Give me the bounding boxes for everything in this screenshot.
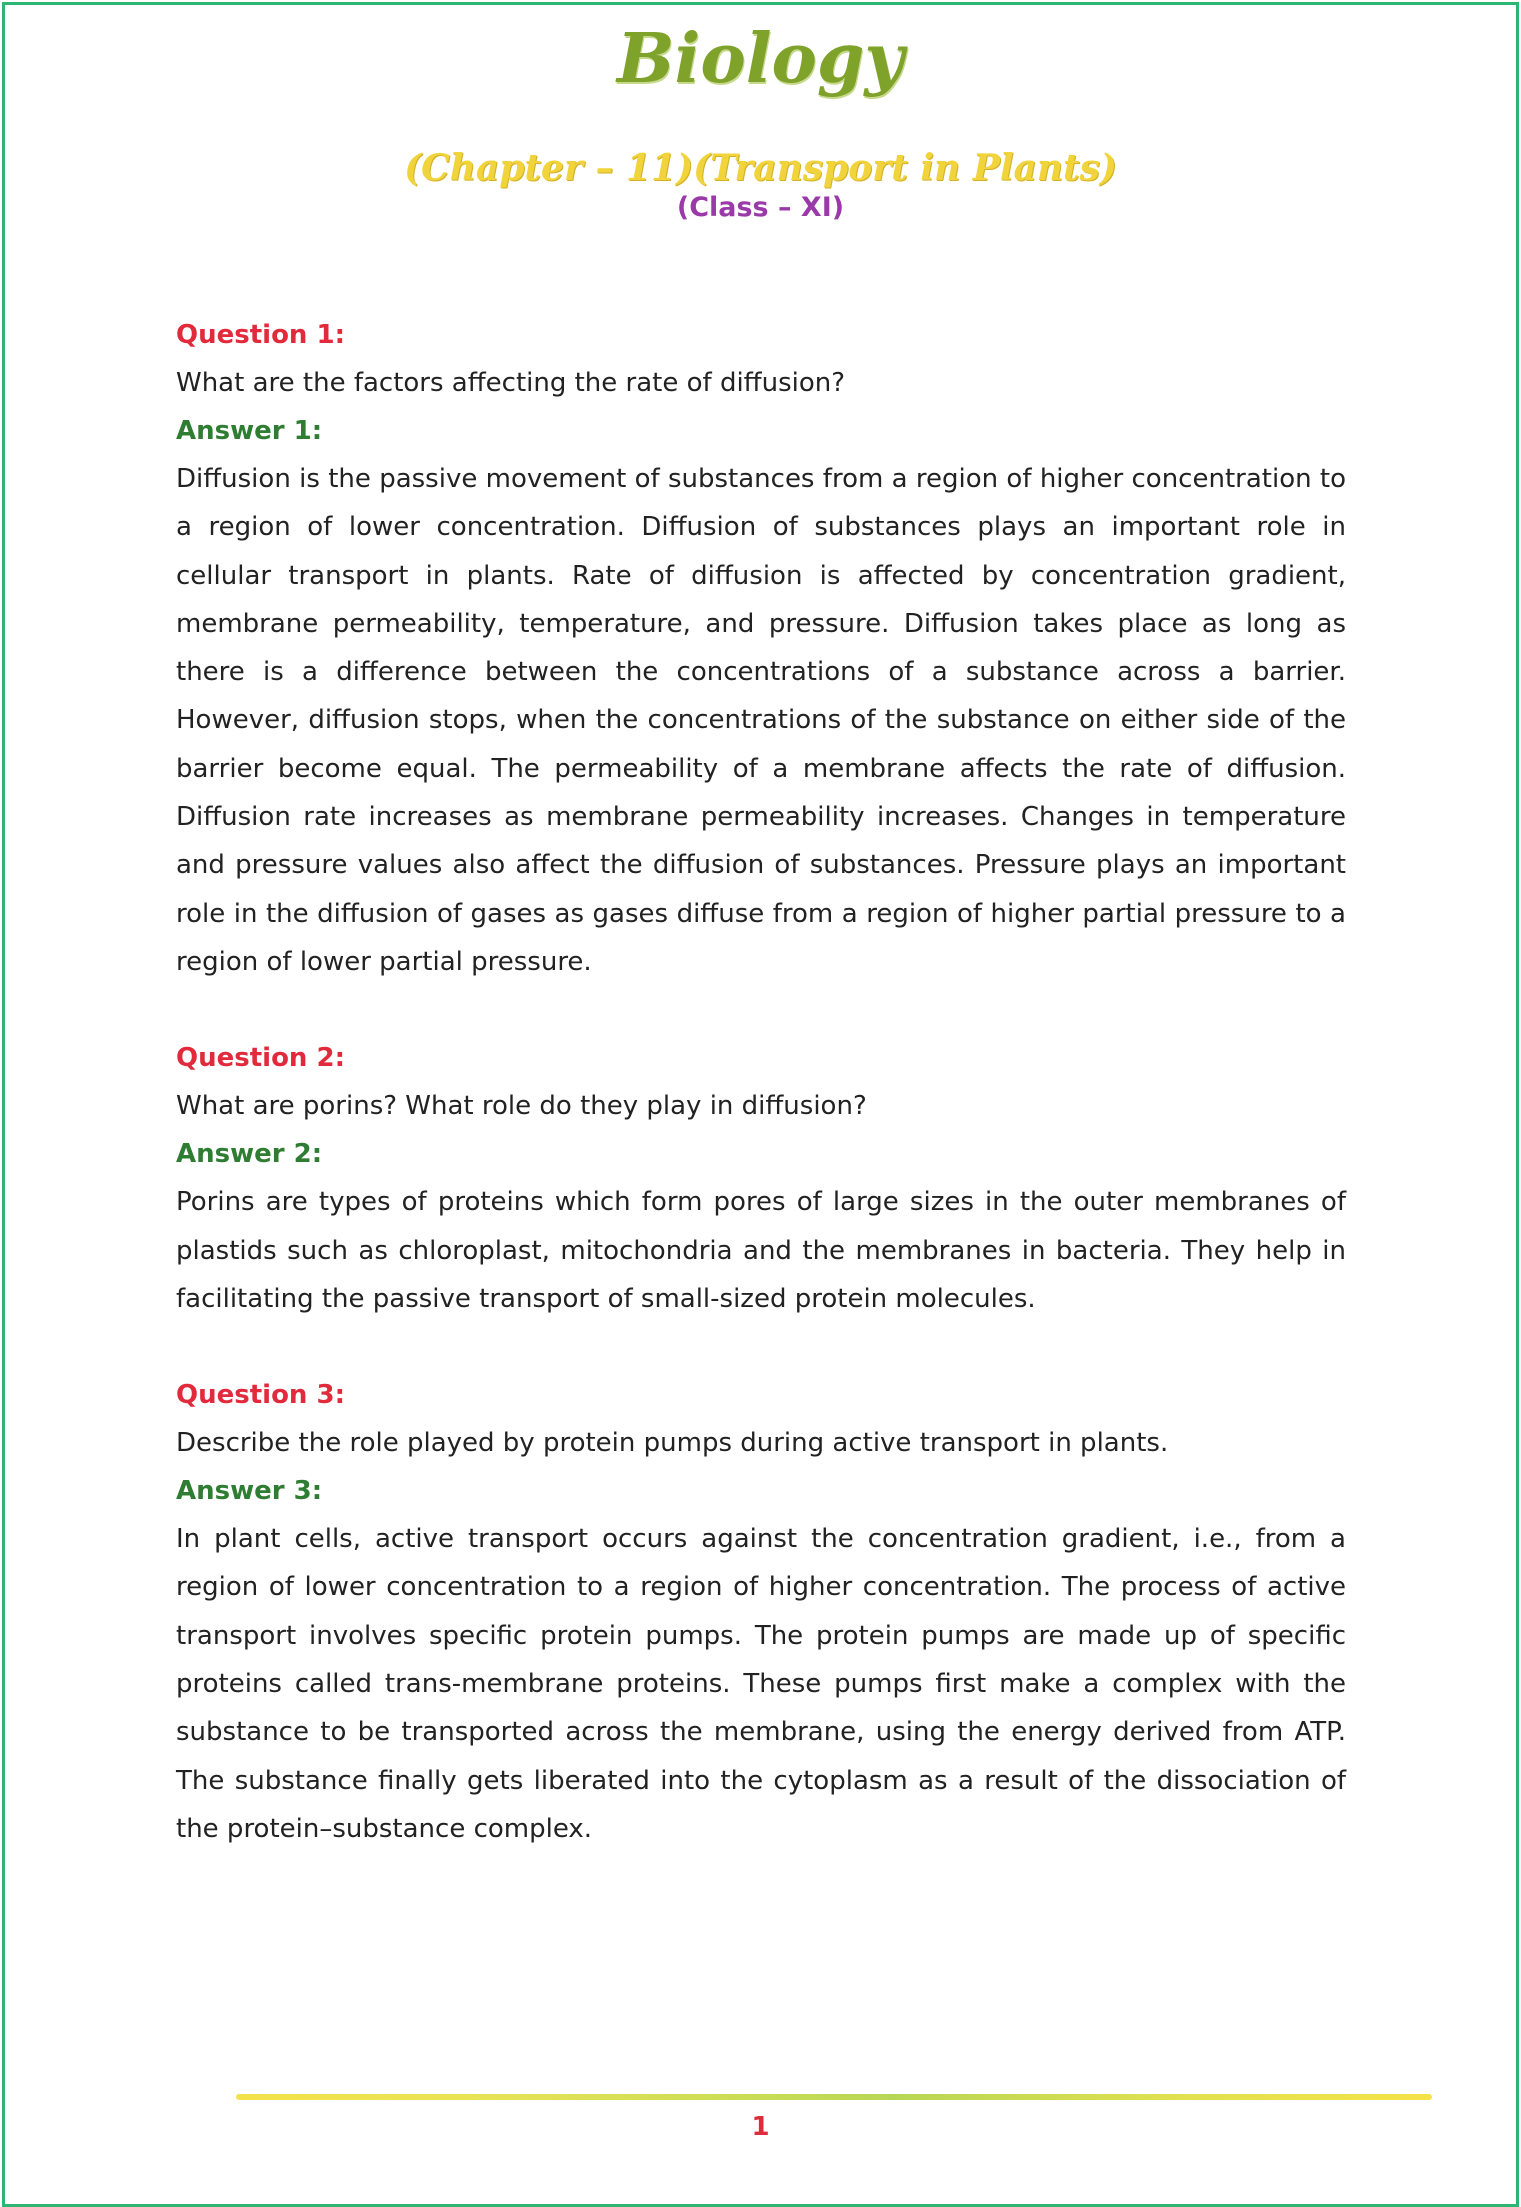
answer-text: Porins are types of proteins which form pores of large sizes in the outer membranes of plastids such as chloroplast, mitochondria and the membranes in bacteria. They help in facilitating the passive transport of small-sized protein molecules. (176, 1187, 1346, 1314)
answer-heading: Answer 1: (176, 416, 323, 446)
answer-heading: Answer 2: (176, 1139, 323, 1170)
answer-text: Diffusion is the passive movement of substances from a region of higher concentration to a region of lower concentration. Diffusion of substances plays an important role in cellular transport in plants. Rate of diffusion is affected by concentration gradient, membrane permeability, temperature, and pressure. Diffusion takes place as long as there is a difference between the concentrations of a substance across a barrier. However, diffusion stops, when the concentrations of the substance on either side of the barrier become equal. The permeability of a membrane affects the rate of diffusion. Diffusion rate increases as membrane permeability increases. Changes in temperature and pressure values also affect the diffusion of substances. Pressure plays an important role in the diffusion of gases as gases diffuse from a region of higher partial pressure to a region of lower partial pressure. (176, 464, 1346, 977)
qa-block-2 (176, 1034, 1346, 1323)
qa-block-1 (176, 311, 1346, 986)
chapter-subtitle: (Chapter – 11)(Transport in Plants) (404, 147, 1117, 189)
qa-block-3 (176, 1371, 1346, 1853)
question-text: What are porins? What role do they play in diffusion? (176, 1091, 867, 1122)
question-heading: Question 2: (176, 1043, 345, 1074)
answer-heading: Answer 3: (176, 1476, 323, 1507)
question-text: Describe the role played by protein pumps during active transport in plants. (176, 1428, 1169, 1459)
question-heading: Question 3: (176, 1380, 345, 1411)
footer-divider (236, 2094, 1432, 2100)
page-title: Biology (617, 19, 904, 99)
question-heading: Question 1: (176, 320, 345, 350)
qa-content (176, 311, 1346, 1901)
class-label: (Class – XI) (676, 192, 845, 223)
page-number: 1 (751, 2112, 770, 2142)
answer-text: In plant cells, active transport occurs against the concentration gradient, i.e., from a region of lower concentration to a region of higher concentration. The process of active transport involves specific protein pumps. The protein pumps are made up of specific proteins called trans-membrane proteins. These pumps first make a complex with the substance to be transported across the membrane, using the energy derived from ATP. The substance finally gets liberated into the cytoplasm as a result of the dissociation of the protein–substance complex. (176, 1524, 1346, 1844)
question-text: What are the factors affecting the rate of diffusion? (176, 368, 846, 398)
